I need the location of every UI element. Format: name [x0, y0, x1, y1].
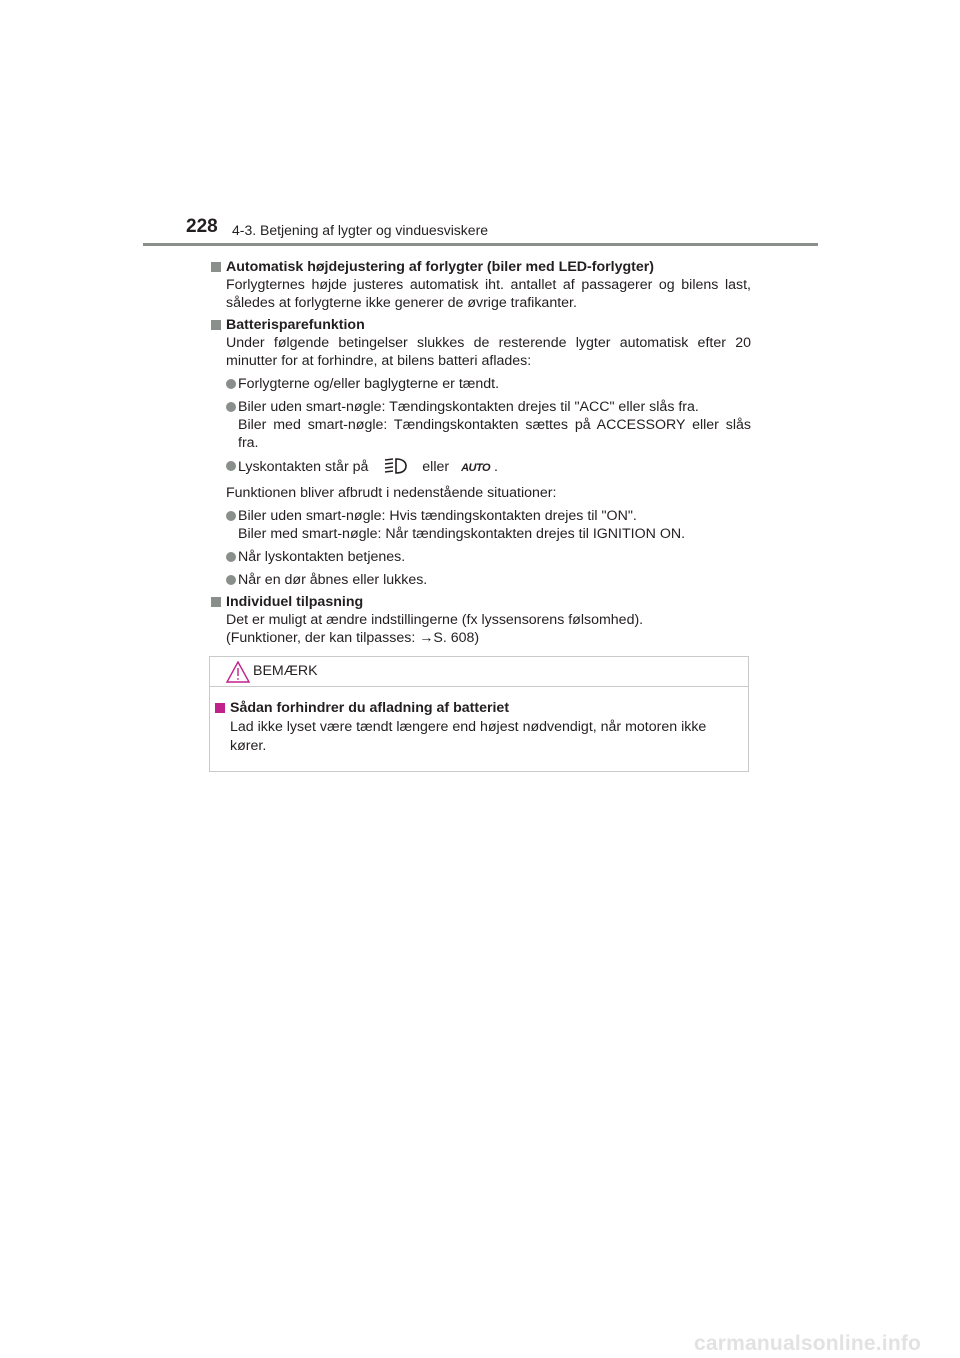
- paragraph: Under følgende betingelser slukkes de resterende lygter automatisk efter 20 minutter for at forhindre, at bilens batteri aflades:: [226, 335, 751, 369]
- list-item-text: .: [494, 459, 498, 475]
- page-number: 228: [186, 216, 218, 237]
- round-bullet-icon: [226, 575, 236, 585]
- notice-box: [209, 656, 749, 772]
- paragraph: [211, 611, 751, 647]
- main-content: [211, 254, 751, 647]
- list-item: [211, 548, 751, 566]
- round-bullet-icon: [226, 402, 236, 412]
- round-bullet-icon: [226, 461, 236, 471]
- list-item-text: Lyskontakten står på: [238, 459, 369, 475]
- list-item-text: Forlygterne og/eller baglygterne er tændt.: [238, 376, 500, 392]
- heading-battery-saver: [211, 316, 751, 334]
- heading-customization: [211, 593, 751, 611]
- page-reference: (Funktioner, der kan tilpasses: →S. 608): [226, 630, 480, 646]
- round-bullet-icon: [226, 379, 236, 389]
- heading-auto-leveling: [211, 258, 751, 276]
- heading-text: Batterisparefunktion: [226, 317, 365, 333]
- round-bullet-icon: [226, 552, 236, 562]
- heading-text: Automatisk højdejustering af forlygter (biler med LED-forlygter): [226, 259, 655, 275]
- list-item-text: Biler uden smart-nøgle: Tændingskontakten drejes til "ACC" eller slås fra.: [238, 399, 699, 415]
- list-item-text: Når lyskontakten betjenes.: [238, 549, 406, 565]
- round-bullet-icon: [226, 511, 236, 521]
- square-bullet-icon: [211, 597, 221, 607]
- section-title: 4-3. Betjening af lygter og vinduesviskere: [232, 222, 489, 238]
- square-bullet-icon: [211, 262, 221, 272]
- notice-text: Lad ikke lyset være tændt længere end højest nødvendigt, når motoren ikke kører.: [230, 719, 707, 754]
- notice-body: [210, 687, 748, 756]
- list-item-text: Når en dør åbnes eller lukkes.: [238, 572, 428, 588]
- headlight-icon: [382, 457, 408, 480]
- list-item: [211, 457, 751, 480]
- notice-title: BEMÆRK: [253, 663, 318, 679]
- header-divider: [143, 243, 818, 246]
- list-item: [211, 398, 751, 452]
- notice-header: [210, 657, 748, 687]
- list-item: [211, 571, 751, 589]
- heading-text: Individuel tilpasning: [226, 594, 364, 610]
- square-bullet-icon: [215, 703, 225, 713]
- paragraph-text: Det er muligt at ændre indstillingerne (fx lyssensorens følsomhed).: [226, 612, 644, 628]
- watermark: carmanualsonline.info: [694, 1332, 922, 1355]
- paragraph: Forlygternes højde justeres automatisk iht. antallet af passagerer og bilens last, således at forlygterne ikke generer de øvrige trafikanter.: [226, 277, 751, 311]
- paragraph: Funktionen bliver afbrudt i nedenstående situationer:: [226, 485, 557, 501]
- square-bullet-icon: [211, 320, 221, 330]
- notice-heading: [215, 699, 740, 718]
- list-item-text: Biler uden smart-nøgle: Hvis tændingskontakten drejes til "ON".: [238, 508, 637, 524]
- warning-triangle-icon: [226, 661, 250, 688]
- list-item: [211, 507, 751, 543]
- auto-icon: AUTO: [461, 462, 491, 474]
- list-item: [211, 375, 751, 393]
- list-item-text: eller: [422, 459, 450, 475]
- list-item-text: Biler med smart-nøgle: Når tændingskontakten drejes til IGNITION ON.: [238, 526, 686, 542]
- notice-heading-text: Sådan forhindrer du afladning af batteriet: [230, 700, 510, 716]
- list-item-text: Biler med smart-nøgle: Tændingskontakten sættes på ACCESSORY eller slås fra.: [238, 417, 751, 451]
